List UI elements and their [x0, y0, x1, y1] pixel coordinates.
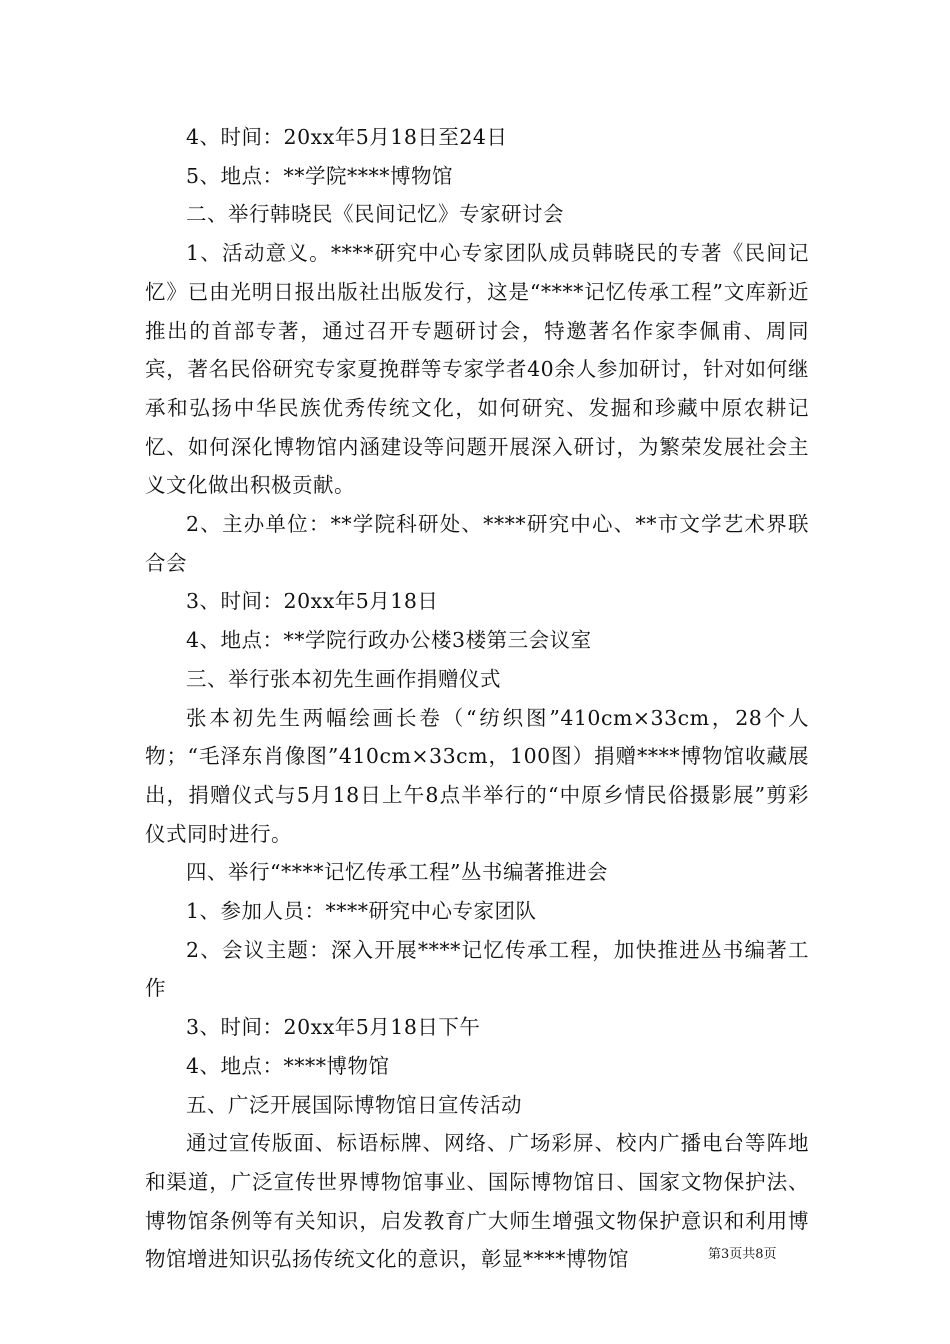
- paragraph: 4、地点：****博物馆: [186, 1053, 390, 1078]
- paragraph: 2、主办单位：**学院科研处、****研究中心、**市文学艺术界联合会: [145, 512, 809, 575]
- paragraph: 4、地点：**学院行政办公楼3楼第三会议室: [186, 628, 592, 653]
- section-heading: 五、广泛开展国际博物馆日宣传活动: [186, 1092, 522, 1117]
- paragraph: 3、时间：20xx年5月18日下午: [186, 1015, 481, 1040]
- paragraph: 1、参加人员：****研究中心专家团队: [186, 899, 537, 924]
- paragraph: 张本初先生两幅绘画长卷（“纺织图”410cm×33cm，28个人物；“毛泽东肖像图”410cm×33cm，100图）捐赠****博物馆收藏展出，捐赠仪式与5月18日上午8点半举行的“中原乡情民俗摄影展”剪彩仪式同时进行。: [145, 705, 809, 846]
- paragraph: 3、时间：20xx年5月18日: [186, 589, 439, 614]
- paragraph: 1、活动意义。****研究中心专家团队成员韩晓民的专著《民间记忆》已由光明日报出版社出版发行，这是“****记忆传承工程”文库新近推出的首部专著，通过召开专题研讨会，特邀著名作家李佩甫、周同宾，著名民俗研究专家夏挽群等专家学者40余人参加研讨，针对如何继承和弘扬中华民族优秀传统文化，如何研究、发掘和珍藏中原农耕记忆、如何深化博物馆内涵建设等问题开展深入研讨，为繁荣发展社会主义文化做出积极贡献。: [145, 241, 809, 498]
- paragraph: 2、会议主题：深入开展****记忆传承工程，加快推进丛书编著工作: [145, 937, 809, 1001]
- page-number-footer: 第3页共8页: [708, 1247, 777, 1262]
- section-heading: 二、举行韩晓民《民间记忆》专家研讨会: [186, 202, 564, 227]
- paragraph: 通过宣传版面、标语标牌、网络、广场彩屏、校内广播电台等阵地和渠道，广泛宣传世界博物馆事业、国际博物馆日、国家文物保护法、博物馆条例等有关知识，启发教育广大师生增强文物保护意识和利用博物馆增进知识弘扬传统文化的意识，彰显****博物馆: [145, 1131, 809, 1272]
- section-heading: 四、举行“****记忆传承工程”丛书编著推进会: [186, 860, 608, 885]
- section-heading: 三、举行张本初先生画作捐赠仪式: [186, 666, 501, 691]
- document-body: [145, 118, 809, 1279]
- paragraph: 4、时间：20xx年5月18日至24日: [186, 125, 508, 149]
- paragraph: 5、地点：**学院****博物馆: [186, 163, 454, 188]
